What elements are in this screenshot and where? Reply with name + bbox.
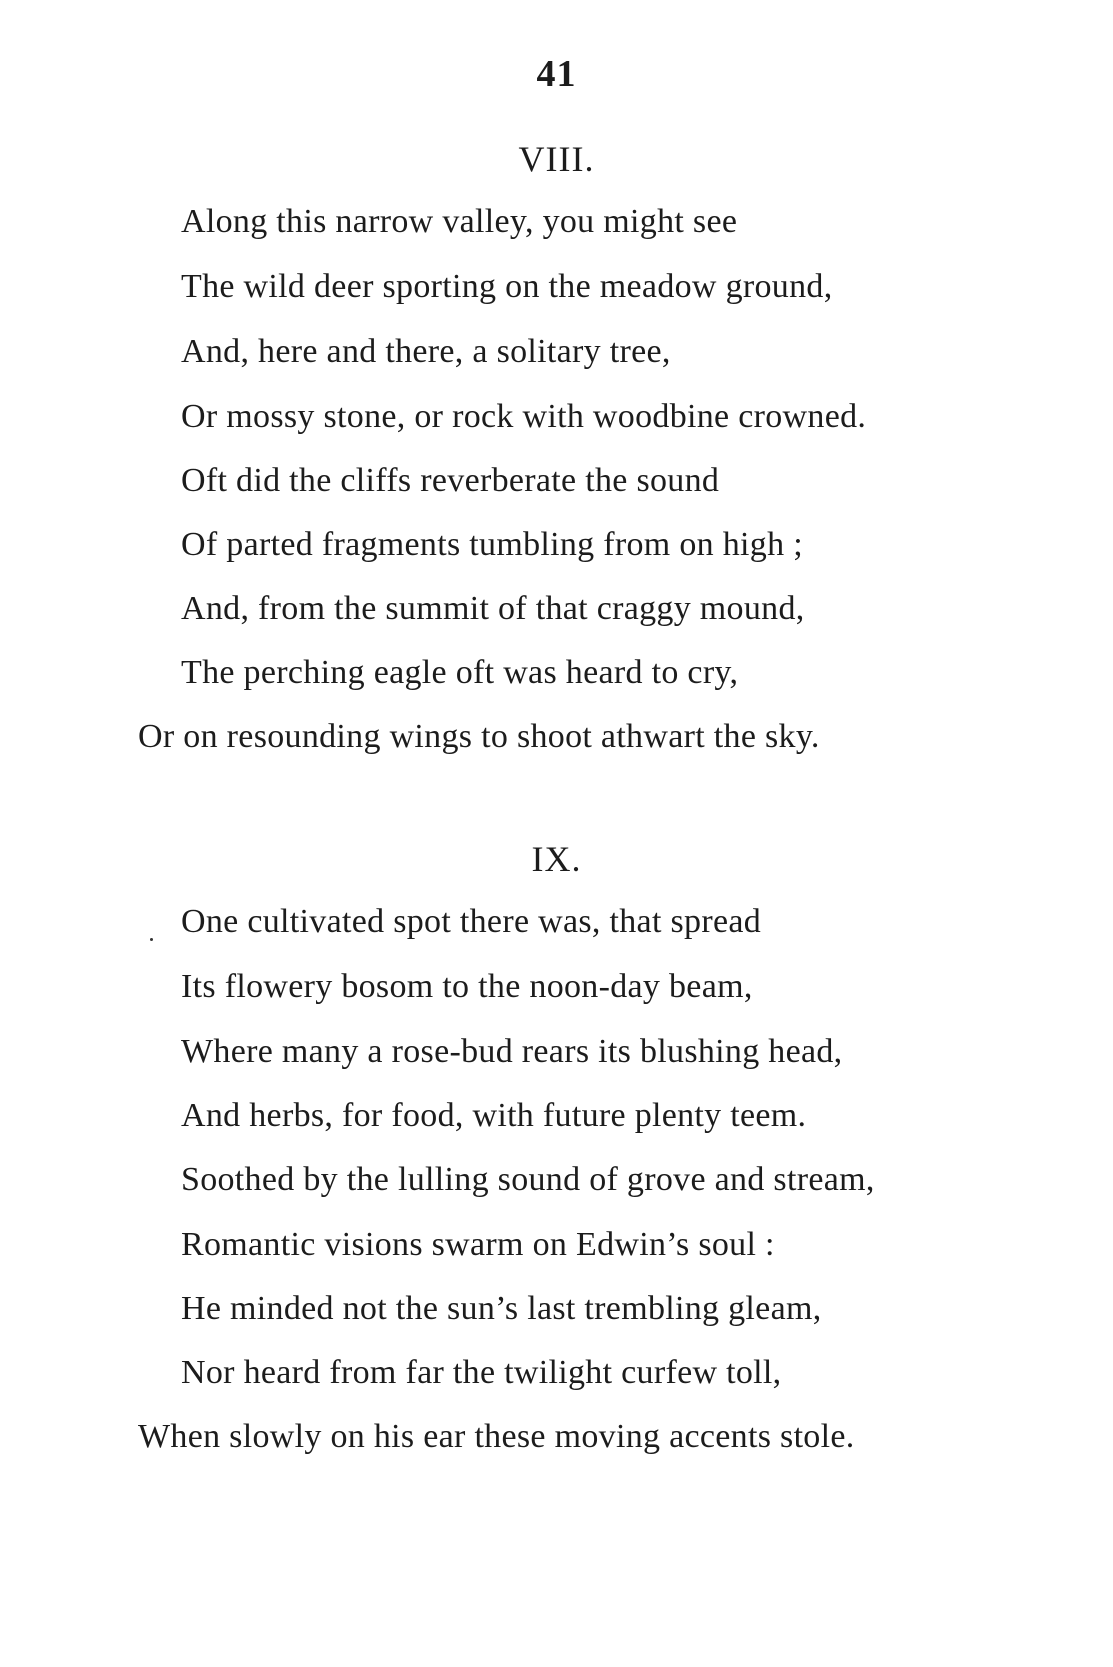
verse-line: Romantic visions swarm on Edwin’s soul :: [181, 1226, 775, 1263]
verse-line: Along this narrow valley, you might see: [181, 203, 738, 240]
verse-line: And, from the summit of that craggy mound,: [181, 590, 805, 627]
stanza-heading: IX.: [531, 839, 582, 879]
verse-line: Nor heard from far the twilight curfew toll,: [181, 1354, 782, 1391]
verse-line: Or on resounding wings to shoot athwart the sky.: [138, 718, 820, 755]
verse-line: And, here and there, a solitary tree,: [181, 333, 671, 370]
verse-line: He minded not the sun’s last trembling gleam,: [181, 1290, 822, 1327]
verse-line: Or mossy stone, or rock with woodbine crowned.: [181, 398, 867, 435]
verse-line: Oft did the cliffs reverberate the sound: [181, 462, 720, 499]
page-number: 41: [536, 53, 577, 95]
verse-line: One cultivated spot there was, that spread: [181, 903, 762, 940]
print-speck: [150, 938, 153, 941]
verse-line: And herbs, for food, with future plenty teem.: [181, 1097, 807, 1134]
verse-line: Where many a rose-bud rears its blushing head,: [181, 1033, 843, 1070]
verse-line: Of parted fragments tumbling from on high ;: [181, 526, 803, 563]
verse-line: When slowly on his ear these moving accents stole.: [138, 1418, 855, 1455]
verse-line: Its flowery bosom to the noon-day beam,: [181, 968, 753, 1005]
verse-line: Soothed by the lulling sound of grove and stream,: [181, 1161, 875, 1198]
verse-line: The wild deer sporting on the meadow ground,: [181, 268, 833, 305]
verse-line: The perching eagle oft was heard to cry,: [181, 654, 739, 691]
stanza-heading: VIII.: [518, 139, 595, 179]
